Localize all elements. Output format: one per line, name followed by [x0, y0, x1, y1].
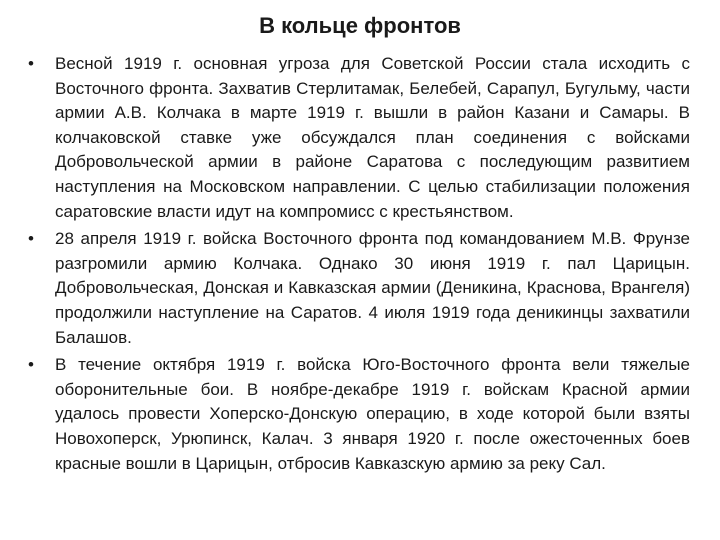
bullet-dot-icon: •: [28, 229, 34, 249]
bullet-item: [28, 227, 690, 350]
bullet-text: 28 апреля 1919 г. войска Восточного фронта под командованием М.В. Фрунзе разгромили армию Колчака. Однако 30 июня 1919 г. пал Царицын. Добровольческая, Донская и Кавказская армии (Деникина, Краснова, Врангеля) продолжили наступление на Саратов. 4 июля 1919 года деникинцы захватили Балашов.: [55, 229, 690, 347]
bullet-item: [28, 52, 690, 224]
bullet-list: [28, 52, 690, 479]
bullet-dot-icon: •: [28, 54, 34, 73]
bullet-dot-icon: •: [28, 355, 34, 375]
bullet-item: [28, 353, 690, 476]
slide-title: В кольце фронтов: [259, 13, 461, 38]
bullet-text: В течение октября 1919 г. войска Юго-Восточного фронта вели тяжелые оборонительные бои. В ноябре-декабре 1919 г. войскам Красной армии удалось провести Хоперско-Донскую операцию, в ходе которой были взяты Новохоперск, Урюпинск, Калач. 3 января 1920 г. после ожесточенных боев красные вошли в Царицын, отбросив Кавказскую армию за реку Сал.: [55, 355, 690, 473]
bullet-text: Весной 1919 г. основная угроза для Советской России стала исходить с Восточного фронта. Захватив Стерлитамак, Белебей, Сарапул, Бугульму, части армии А.В. Колчака в марте 1919 г. вышли в район Казани и Самары. В колчаковской ставке уже обсуждался план соединения с войсками Добровольческой армии в районе Саратова с последующим развитием наступления на Московском направлении. С целью стабилизации положения саратовские власти идут на компромисс с крестьянством.: [55, 54, 690, 221]
